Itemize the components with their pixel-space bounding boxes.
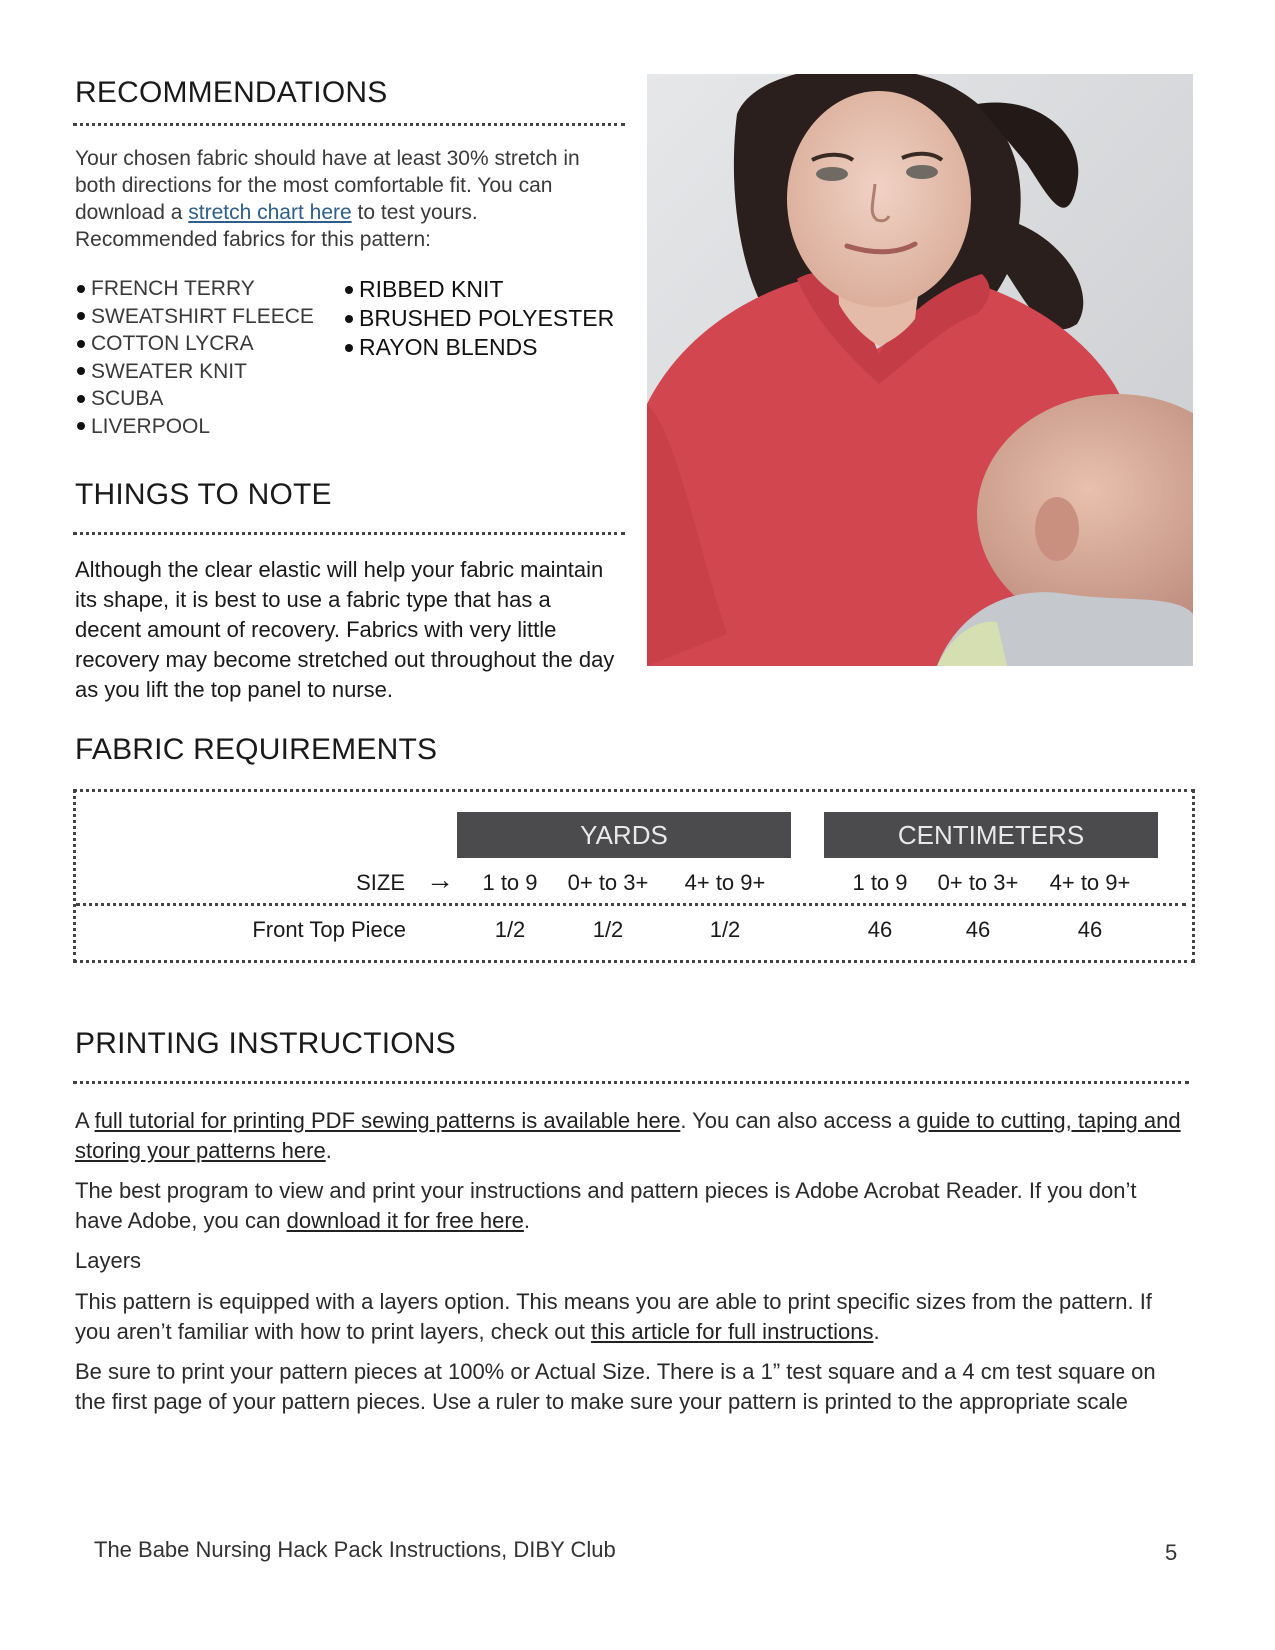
photo-illustration <box>647 74 1193 666</box>
layers-title: Layers <box>75 1248 142 1273</box>
cell-cm-2: 46 <box>965 917 991 942</box>
size-yards-2: 0+ to 3+ <box>567 870 649 895</box>
page-number: 5 <box>1165 1540 1178 1565</box>
things-to-note-text: Although the clear elastic will help your fabric maintain its shape, it is best to use a fabric type that has a decent amount of recovery. Fabrics with very little recovery may become stretched out throughout the day as you lift the top panel to nurse. <box>75 557 615 702</box>
list-item: SWEATER KNIT <box>75 358 314 386</box>
printing-paragraph-scale: Be sure to print your pattern pieces at 100% or Actual Size. There is a 1” test square and a 4 cm test square on the first page of your pattern pieces. Use a ruler to make sure your pattern is printed to the appropriate scale <box>75 1359 1156 1414</box>
list-item: LIVERPOOL <box>75 413 314 441</box>
table-row <box>76 905 1186 955</box>
recommendations-text: Your chosen fabric should have at least 30% stretch in both directions for the most comfortable fit. You can download a stretch chart here to test yours. Recommended fabrics for this pattern: <box>75 147 580 251</box>
size-yards-3: 4+ to 9+ <box>684 870 766 895</box>
cell-yards-2: 1/2 <box>592 917 624 942</box>
arrow-right-icon: → <box>426 864 454 895</box>
size-yards-1: 1 to 9 <box>482 870 538 895</box>
size-cm-2: 0+ to 3+ <box>937 870 1019 895</box>
printing-paragraph-adobe: The best program to view and print your instructions and pattern pieces is Adobe Acrobat Reader. If you don’t have Adobe, you can download it for free here. <box>75 1178 1137 1233</box>
size-label: SIZE <box>356 870 405 895</box>
cutting-guide-link[interactable]: guide to cutting, taping and storing your patterns here <box>75 1108 1181 1163</box>
size-cm-3: 4+ to 9+ <box>1049 870 1131 895</box>
list-item: SWEATSHIRT FLEECE <box>75 303 314 331</box>
recommendations-heading: RECOMMENDATIONS <box>75 76 388 109</box>
printing-heading: PRINTING INSTRUCTIONS <box>75 1027 456 1060</box>
list-item: SCUBA <box>75 385 314 413</box>
adobe-download-link[interactable]: download it for free here <box>286 1208 524 1233</box>
footer-title: The Babe Nursing Hack Pack Instructions, DIBY Club <box>94 1537 616 1562</box>
cell-yards-3: 1/2 <box>709 917 741 942</box>
list-item: FRENCH TERRY <box>75 275 314 303</box>
printing-divider <box>73 1081 1189 1084</box>
list-item: COTTON LYCRA <box>75 330 314 358</box>
list-item: RAYON BLENDS <box>343 333 614 362</box>
yards-header: YARDS <box>457 812 791 858</box>
list-item: BRUSHED POLYESTER <box>343 304 614 333</box>
cell-yards-1: 1/2 <box>494 917 526 942</box>
fabric-requirements-heading: FABRIC REQUIREMENTS <box>75 733 438 766</box>
model-photo <box>647 74 1193 666</box>
printing-paragraph-layers: This pattern is equipped with a layers option. This means you are able to print specific sizes from the pattern. If you aren’t familiar with how to print layers, check out this article for full instructions. <box>75 1289 1152 1344</box>
printing-paragraph-tutorial: A full tutorial for printing PDF sewing patterns is available here. You can also access a guide to cutting, taping and storing your patterns here. <box>75 1108 1181 1163</box>
recommendations-divider <box>73 123 625 126</box>
fabric-list-secondary <box>343 275 614 362</box>
size-cm-1: 1 to 9 <box>852 870 908 895</box>
centimeters-header: CENTIMETERS <box>824 812 1158 858</box>
cell-cm-1: 46 <box>867 917 893 942</box>
fabric-list-primary <box>75 275 314 440</box>
things-to-note-heading: THINGS TO NOTE <box>75 478 332 511</box>
stretch-chart-link[interactable]: stretch chart here <box>188 201 352 224</box>
layers-article-link[interactable]: this article for full instructions <box>591 1319 874 1344</box>
cell-cm-3: 46 <box>1077 917 1103 942</box>
row-label: Front Top Piece <box>252 917 406 942</box>
things-to-note-divider <box>73 532 625 535</box>
printing-tutorial-link[interactable]: full tutorial for printing PDF sewing patterns is available here <box>94 1108 681 1133</box>
list-item: RIBBED KNIT <box>343 275 614 304</box>
